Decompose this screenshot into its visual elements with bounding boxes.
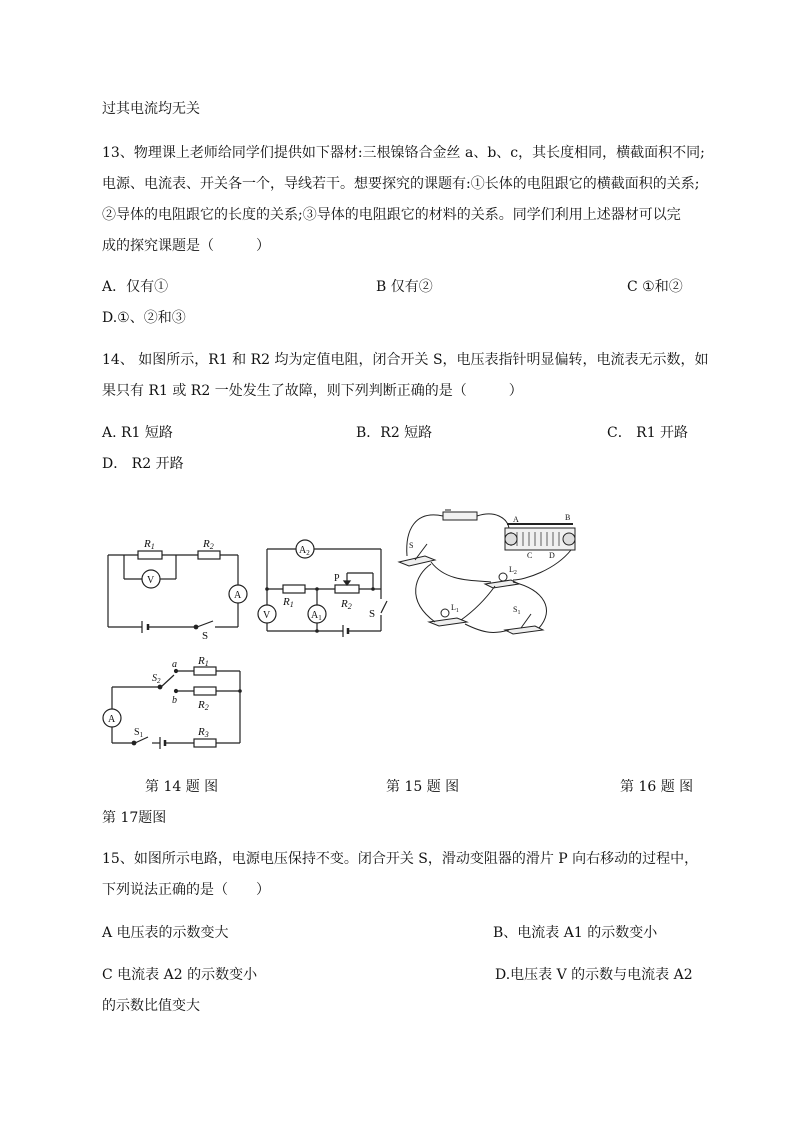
q14-option-b: B．R2 短路	[356, 425, 433, 441]
ammeter-label: A	[108, 714, 116, 725]
q14-option-c: C． R1 开路	[607, 425, 689, 441]
terminal-d-label: D	[549, 551, 555, 560]
r2-label: R2	[203, 538, 214, 551]
ammeter-a2-label: $A_2$	[299, 545, 310, 557]
r3-label: R3	[198, 726, 209, 739]
figure-17-caption: 第 17题图	[102, 810, 167, 826]
q15-option-b: B、电流表 A1 的示数变小	[493, 925, 658, 941]
switch-label: S	[369, 608, 376, 620]
q13-option-c: C ①和②	[627, 279, 683, 295]
q13-option-d: D.①、②和③	[102, 310, 186, 326]
q15-option-d: D.电压表 V 的示数与电流表 A2	[495, 967, 693, 983]
q15-option-a: A 电压表的示数变大	[102, 925, 229, 941]
lamp-l1-label: $L_1$	[451, 603, 459, 614]
q13-stem-line: 成的探究课题是（ ）	[102, 238, 270, 254]
terminal-b-label: B	[565, 513, 571, 522]
q13-stem-line: 电源、电流表、开关各一个，导线若干。想要探究的课题有:①长体的电阻跟它的横截面积的关系;	[102, 176, 700, 192]
lamp-l2-label: $L_2$	[509, 565, 517, 576]
q15-stem-line: 下列说法正确的是（ ）	[102, 882, 270, 898]
terminal-a-label: A	[513, 515, 519, 524]
terminal-c-label: C	[527, 551, 533, 560]
text-line: 过其电流均无关	[102, 101, 200, 117]
contact-b-label: b	[172, 695, 177, 706]
q13-option-b: B 仅有②	[376, 279, 433, 295]
figure-15-circuit	[255, 535, 395, 645]
figure-16-caption: 第 16 题 图	[620, 779, 694, 795]
r1-label: R1	[283, 596, 294, 609]
q15-stem-line: 15、如图所示电路，电源电压保持不变。闭合开关 S，滑动变阻器的滑片 P 向右移动的过程中，	[102, 851, 699, 867]
q15-option-d-continued: 的示数比值变大	[102, 998, 200, 1014]
q13-stem-line: 13、物理课上老师给同学们提供如下器材:三根镍铬合金丝 a、b、c，其长度相同，横截面积不同;	[102, 145, 705, 161]
q13-stem-line: ②导体的电阻跟它的长度的关系;③导体的电阻跟它的材料的关系。同学们利用上述器材可以完	[102, 207, 681, 223]
q14-stem-line: 14、 如图所示，R1 和 R2 均为定值电阻，闭合开关 S，电压表指针明显偏转，电流表无示数，如	[102, 352, 709, 368]
q13-option-a: A．仅有①	[102, 279, 169, 295]
ammeter-label: A	[234, 590, 242, 601]
voltmeter-label: V	[263, 610, 271, 621]
figure-16-apparatus	[395, 500, 595, 640]
q14-stem-line: 果只有 R1 或 R2 一处发生了故障，则下列判断正确的是（ ）	[102, 383, 523, 399]
figure-14-circuit	[100, 535, 260, 645]
figure-14-caption: 第 14 题 图	[145, 779, 219, 795]
r2-label: R2	[341, 598, 352, 611]
ammeter-a1-label: $A_1$	[311, 610, 322, 622]
r1-label: R1	[144, 538, 155, 551]
r1-label: R1	[198, 655, 209, 668]
contact-a-label: a	[172, 659, 177, 670]
q15-option-c: C 电流表 A2 的示数变小	[102, 967, 258, 983]
figure-15-caption: 第 15 题 图	[386, 779, 460, 795]
slider-p-label: P	[334, 573, 340, 584]
switch-s1-label: $S_1$	[134, 727, 144, 739]
voltmeter-label: V	[147, 575, 155, 586]
switch-s-label: S	[409, 541, 414, 550]
switch-label: S	[202, 630, 209, 642]
q14-option-d: D． R2 开路	[102, 456, 184, 472]
q14-option-a: A. R1 短路	[102, 425, 173, 441]
switch-s1-label: $S_1$	[513, 605, 521, 616]
switch-s2-label: $S_2$	[152, 673, 161, 685]
figure-17-circuit	[100, 655, 250, 755]
r2-label: R2	[198, 699, 209, 712]
